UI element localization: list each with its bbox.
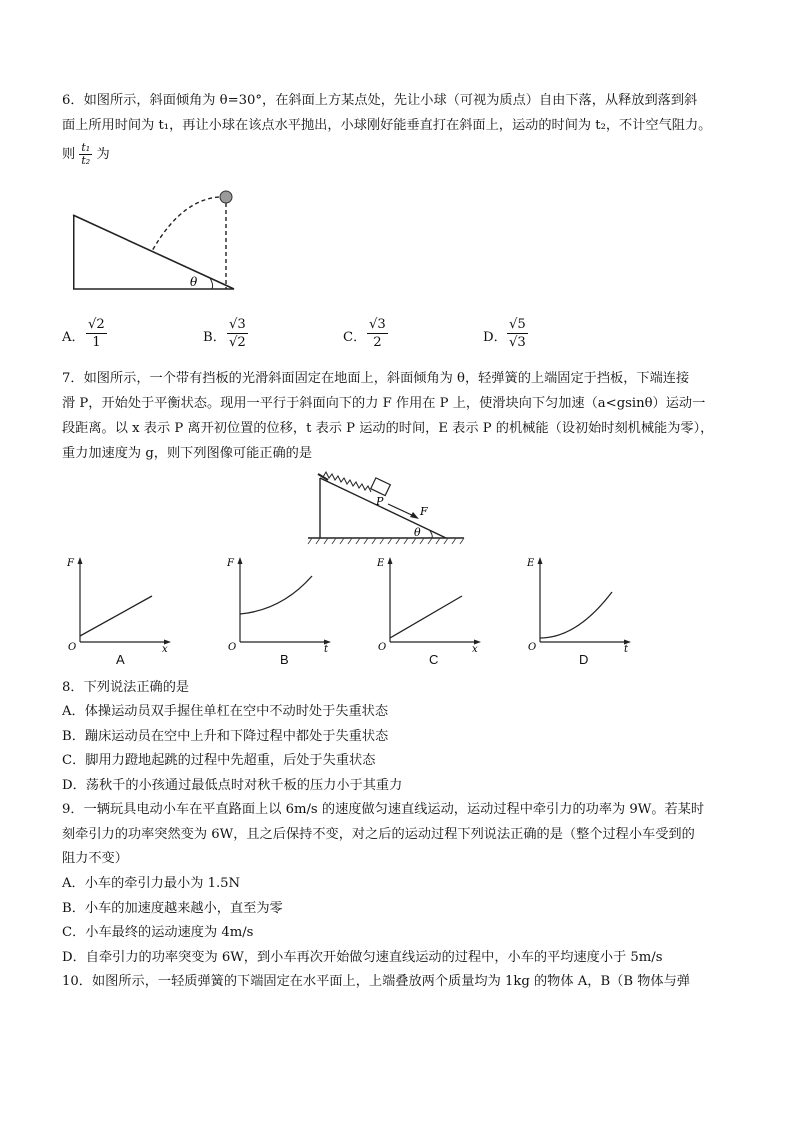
q8-option-a: A．体操运动员双手握住单杠在空中不动时处于失重状态	[62, 704, 389, 719]
q6-line2: 面上所用时间为 t₁，再让小球在该点水平抛出，小球刚好能垂直打在斜面上，运动的时间为 t₂，不计空气阻力。	[62, 118, 712, 133]
q7-graph-c-x-label: x	[472, 644, 478, 652]
q8-option-d: D．荡秋千的小孩通过最低点时对秋千板的压力小于其重力	[62, 778, 403, 793]
q7-graph-b-y-arrow	[238, 557, 243, 564]
q7-graph-a-origin: O	[68, 642, 77, 652]
q7-block-p-label: P	[376, 495, 384, 508]
q6-ball-icon	[220, 191, 232, 203]
q6-option-b-den: √2	[229, 335, 246, 350]
q6-ratio-fraction	[79, 142, 92, 167]
q6-line3-pre: 则	[62, 147, 76, 162]
q6-option-b-label: B．	[203, 330, 226, 345]
q7-graph-c-curve	[390, 596, 462, 638]
q7-graph-a-x-label: x	[162, 644, 168, 652]
q7-spring	[323, 472, 371, 492]
q7-graph-a	[62, 552, 177, 652]
q8-option-c: C．脚用力蹬地起跳的过程中先超重，后处于失重状态	[62, 753, 376, 768]
q7-graph-d-origin: O	[528, 642, 537, 652]
q7-line4: 重力加速度为 g，则下列图像可能正确的是	[62, 446, 313, 461]
q7-graph-b-curve	[240, 576, 312, 614]
q9-line3: 阻力不变）	[62, 851, 128, 866]
q10-line1: 10．如图所示，一轻质弹簧的下端固定在水平面上，上端叠放两个质量均为 1kg 的物体 A，B（B 物体与弹	[62, 974, 690, 989]
q7-graph-a-curve	[80, 596, 152, 636]
q6-figure-theta: θ	[190, 275, 198, 289]
q6-option-a-num: √2	[88, 317, 105, 332]
q6-ratio-denominator: t₂	[81, 154, 91, 167]
q6-option-c-fraction	[367, 316, 388, 351]
q8-option-b: B．蹦床运动员在空中上升和下降过程中都处于失重状态	[62, 729, 389, 744]
q7-graph-d-x-label: t	[624, 644, 629, 652]
q6-incline-figure	[64, 185, 244, 295]
q7-graph-c	[372, 552, 487, 652]
q7-graph-a-y-label: F	[67, 558, 74, 569]
q9-option-a: A．小车的牵引力最小为 1.5N	[62, 876, 241, 891]
q6-option-d-fraction	[507, 316, 528, 351]
q6-option-a-label: A．	[62, 330, 85, 345]
q9-line2: 刻牵引力的功率突然变为 6W，且之后保持不变，对之后的运动过程下列说法正确的是（整个过程小车受到的	[62, 827, 695, 842]
q9-option-b: B．小车的加速度越来越小，直至为零	[62, 901, 283, 916]
q7-force-arrowhead	[410, 512, 419, 519]
q7-graph-b	[222, 552, 337, 652]
q7-graph-c-origin: O	[378, 642, 387, 652]
q6-option-a-fraction	[86, 316, 107, 351]
q7-ground-hatch	[308, 538, 464, 544]
q7-line1: 7．如图所示，一个带有挡板的光滑斜面固定在地面上，斜面倾角为 θ，轻弹簧的上端固定于挡板，下端连接	[62, 371, 690, 386]
q7-graph-b-origin: O	[228, 642, 237, 652]
q6-option-c-label: C．	[343, 330, 367, 345]
q7-graph-d-y-arrow	[538, 557, 543, 564]
q7-line3: 段距离。以 x 表示 P 离开初位置的位移，t 表示 P 运动的时间，E 表示 P 的机械能（设初始时刻机械能为零），	[62, 421, 714, 436]
q7-graph-d	[522, 552, 637, 652]
q7-graph-c-y-label: E	[377, 558, 385, 569]
q6-option-c-num: √3	[369, 317, 386, 332]
q7-angle-theta: θ	[414, 526, 421, 539]
q7-graph-b-label: B	[280, 652, 289, 667]
q7-graph-b-y-label: F	[227, 558, 234, 569]
q6-option-d-den: √3	[509, 335, 526, 350]
q7-spring-incline-figure	[306, 470, 466, 550]
q6-line3	[62, 142, 110, 167]
q9-line1: 9．一辆玩具电动小车在平直路面上以 6m/s 的速度做匀速直线运动，运动过程中牵引力的功率为 9W。若某时	[62, 802, 705, 817]
q7-graph-c-label: C	[429, 652, 439, 667]
q6-line1: 6．如图所示，斜面倾角为 θ=30°，在斜面上方某点处，先让小球（可视为质点）自由下落，从释放到落到斜	[62, 93, 698, 108]
q7-graph-b-x-label: t	[324, 644, 329, 652]
q6-option-c-den: 2	[373, 335, 382, 350]
q9-option-c: C．小车最终的运动速度为 4m/s	[62, 925, 254, 940]
q6-option-d-label: D．	[483, 330, 507, 345]
q6-trajectory-dashed	[152, 197, 226, 251]
q6-incline-triangle-side	[73, 215, 75, 289]
q7-graph-c-y-arrow	[388, 557, 393, 564]
q6-option-b-fraction	[227, 316, 248, 351]
q6-ratio-numerator: t₁	[81, 141, 91, 154]
q9-option-d: D．自牵引力的功率突变为 6W，到小车再次开始做匀速直线运动的过程中，小车的平均速度小于 5m/s	[62, 950, 663, 965]
q7-line2: 滑 P，开始处于平衡状态。现用一平行于斜面向下的力 F 作用在 P 上，使滑块向下匀加速（a<gsinθ）运动一	[62, 396, 706, 411]
q6-line3-post: 为	[96, 147, 110, 162]
q6-option-b-num: √3	[229, 317, 246, 332]
q7-graph-a-label: A	[116, 652, 125, 667]
q6-incline-slope	[73, 215, 234, 289]
q6-option-a-den: 1	[92, 335, 101, 350]
q7-graph-a-y-arrow	[78, 557, 83, 564]
q7-graph-d-curve	[540, 592, 612, 638]
q8-stem: 8．下列说法正确的是	[62, 680, 190, 695]
q7-graph-d-y-label: E	[527, 558, 535, 569]
q7-graph-d-label: D	[579, 652, 589, 667]
q6-option-d-num: √5	[509, 317, 526, 332]
q7-block-p	[371, 478, 391, 496]
q7-force-label: F	[420, 505, 428, 518]
